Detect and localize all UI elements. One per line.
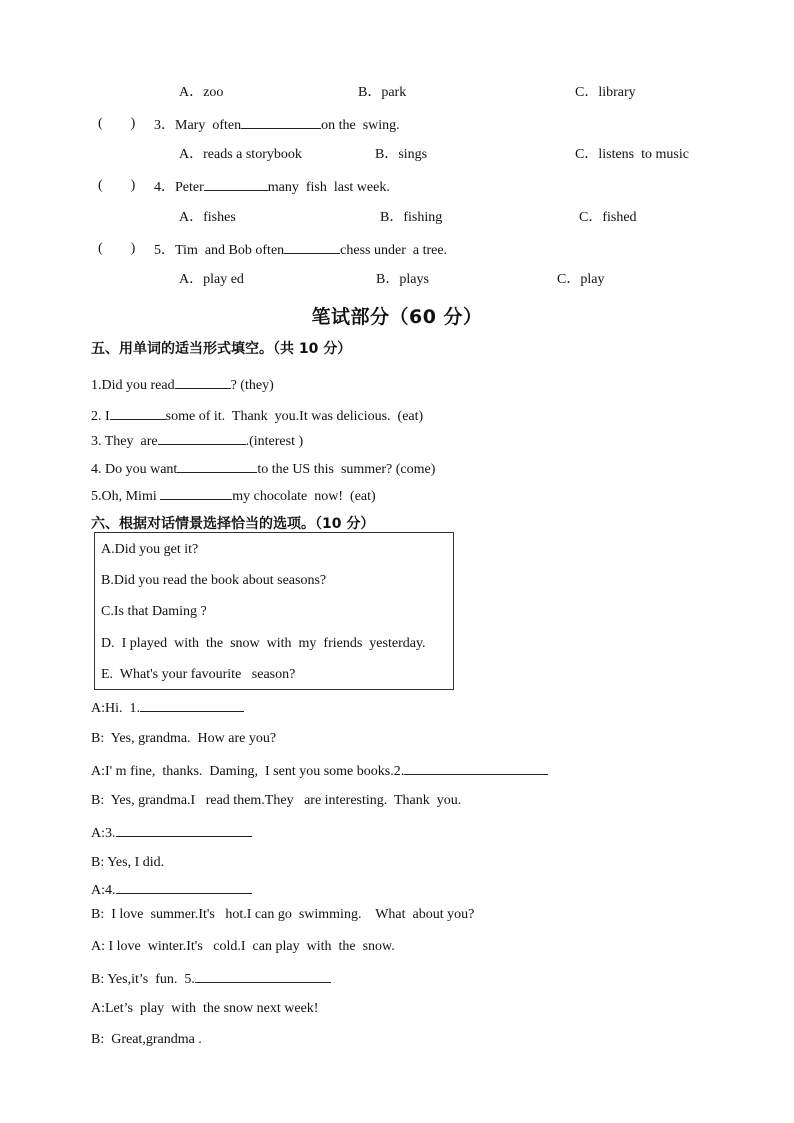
- q4-option-a: A．fishes: [179, 210, 236, 225]
- q2-option-b: B．park: [358, 85, 407, 100]
- s5-item-1: [91, 375, 274, 395]
- q5-option-b: B．plays: [376, 272, 429, 287]
- s5-item-3: [91, 431, 303, 451]
- q4-answer-paren[interactable]: ( ): [98, 178, 136, 193]
- option-a: A.Did you get it?: [101, 542, 199, 557]
- s5-item-2-post: some of it. Thank you.It was delicious. (eat): [165, 409, 424, 424]
- option-e: E. What's your favourite season?: [101, 667, 296, 682]
- dialogue-line-10: [91, 969, 331, 989]
- dialogue-line-12: B: Great,grandma .: [91, 1032, 202, 1047]
- dialogue-line-4: B: Yes, grandma.I read them.They are interesting. Thank you.: [91, 793, 462, 808]
- option-d: D. I played with the snow with my friends yesterday.: [101, 636, 426, 651]
- dialogue-line-2: B: Yes, grandma. How are you?: [91, 731, 277, 746]
- q5-text-pre: Tim and Bob often: [175, 243, 285, 258]
- s5-item-4-blank[interactable]: [177, 459, 257, 473]
- q3-option-c: C．listens to music: [575, 147, 689, 162]
- section5-heading: 五、用单词的适当形式填空。（共 10 分）: [91, 341, 352, 357]
- s5-item-4-post: to the US this summer? (come): [257, 462, 436, 477]
- s5-item-3-blank[interactable]: [158, 431, 246, 445]
- s5-item-5: [91, 486, 376, 506]
- dialogue-line-9: A: I love winter.It's cold.I can play with the snow.: [91, 939, 395, 954]
- dialogue-blank-4[interactable]: [116, 880, 252, 894]
- dialogue-blank-2[interactable]: [404, 761, 548, 775]
- q2-option-a: A．zoo: [179, 85, 224, 100]
- dialogue-blank-3[interactable]: [116, 823, 252, 837]
- q3-answer-paren[interactable]: ( ): [98, 116, 136, 131]
- option-c: C.Is that Daming ?: [101, 604, 207, 619]
- s5-item-2-blank[interactable]: [110, 406, 166, 420]
- dialogue-line-5: [91, 823, 252, 843]
- dialogue-line-8: B: I love summer.It's hot.I can go swimming. What about you?: [91, 907, 475, 922]
- dialogue-line-3: [91, 761, 548, 781]
- q5-stem: [154, 240, 447, 260]
- q4-text-pre: Peter: [175, 180, 204, 195]
- dialogue-line-7-text: A:4.: [91, 883, 116, 898]
- q5-text-post: chess under a tree.: [340, 243, 448, 258]
- q3-number: 3．: [154, 118, 175, 133]
- q4-option-b: B．fishing: [380, 210, 443, 225]
- q5-blank[interactable]: [284, 240, 340, 254]
- dialogue-line-11: A:Let’s play with the snow next week!: [91, 1001, 319, 1016]
- s5-item-1-post: ? (they): [230, 378, 274, 393]
- q3-blank[interactable]: [241, 115, 321, 129]
- dialogue-blank-1[interactable]: [140, 698, 244, 712]
- s5-item-2-pre: 2. I: [91, 409, 110, 424]
- s5-item-1-blank[interactable]: [175, 375, 231, 389]
- q3-text-pre: Mary often: [175, 118, 242, 133]
- dialogue-line-1-text: A:Hi. 1.: [91, 701, 140, 716]
- s5-item-4-pre: 4. Do you want: [91, 462, 178, 477]
- options-box: [94, 532, 454, 690]
- q2-option-c: C．library: [575, 85, 636, 100]
- dialogue-line-7: [91, 880, 252, 900]
- option-b: B.Did you read the book about seasons?: [101, 573, 327, 588]
- q4-option-c: C．fished: [579, 210, 637, 225]
- s5-item-3-post: .(interest ): [245, 434, 304, 449]
- s5-item-4: [91, 459, 435, 479]
- q3-option-a: A．reads a storybook: [179, 147, 302, 162]
- written-part-title: 笔试部分（60 分）: [311, 306, 483, 328]
- s5-item-5-pre: 5.Oh, Mimi: [91, 489, 161, 504]
- dialogue-blank-5[interactable]: [195, 969, 331, 983]
- q3-option-b: B．sings: [375, 147, 428, 162]
- s5-item-5-post: my chocolate now! (eat): [232, 489, 376, 504]
- dialogue-line-1: [91, 698, 244, 718]
- q4-number: 4．: [154, 180, 175, 195]
- dialogue-line-5-text: A:3.: [91, 826, 116, 841]
- dialogue-line-10-text: B: Yes,it’s fun. 5.: [91, 972, 195, 987]
- q5-option-a: A．play ed: [179, 272, 244, 287]
- q5-answer-paren[interactable]: ( ): [98, 241, 136, 256]
- s5-item-1-pre: 1.Did you read: [91, 378, 175, 393]
- s5-item-3-pre: 3. They are: [91, 434, 158, 449]
- q4-blank[interactable]: [204, 177, 268, 191]
- q4-text-post: many fish last week.: [267, 180, 390, 195]
- q3-stem: [154, 115, 400, 135]
- section6-heading: 六、根据对话情景选择恰当的选项。（10 分）: [91, 516, 375, 532]
- q4-stem: [154, 177, 390, 197]
- q5-number: 5．: [154, 243, 175, 258]
- q3-text-post: on the swing.: [321, 118, 400, 133]
- q5-option-c: C．play: [557, 272, 605, 287]
- s5-item-5-blank[interactable]: [160, 486, 232, 500]
- dialogue-line-3-text: A:I' m fine, thanks. Daming, I sent you some books.2.: [91, 764, 405, 779]
- dialogue-line-6: B: Yes, I did.: [91, 855, 165, 870]
- s5-item-2: [91, 406, 423, 426]
